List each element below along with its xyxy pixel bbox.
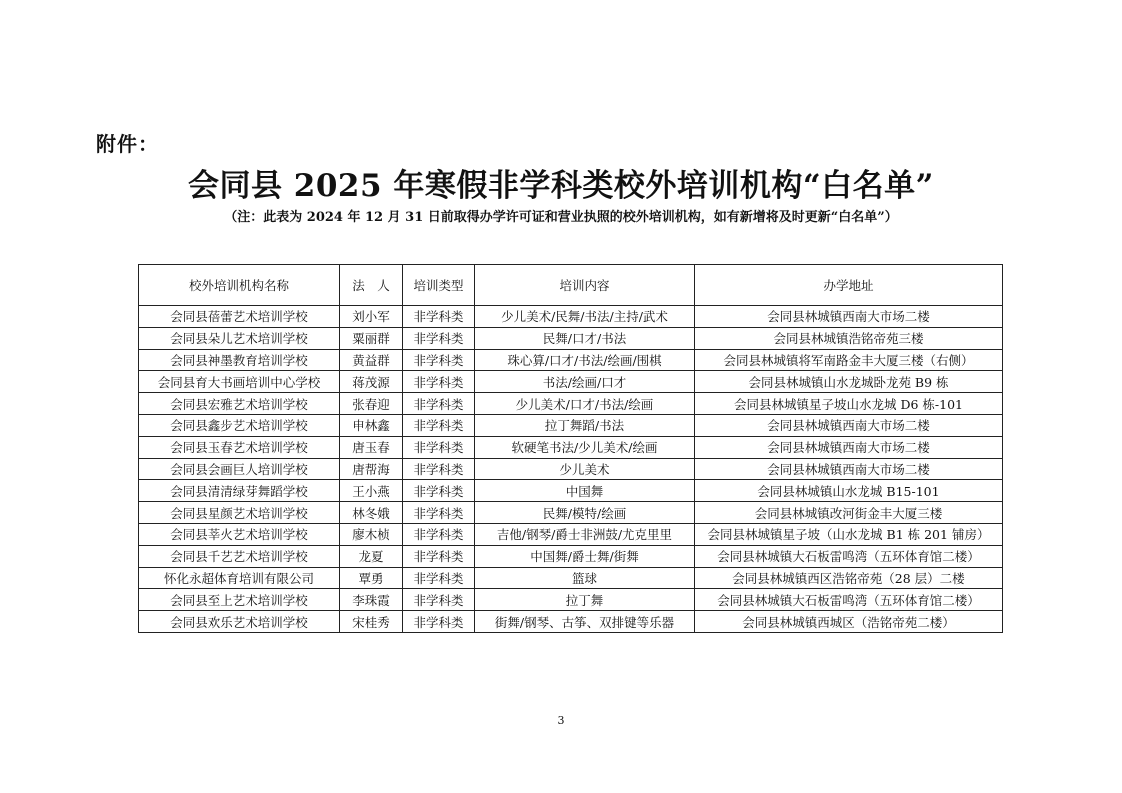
cell-institution-name: 会同县清清绿芽舞蹈学校	[139, 480, 340, 502]
cell-institution-name: 会同县会画巨人培训学校	[139, 458, 340, 480]
cell-address: 会同县林城镇浩铭帝苑三楼	[695, 327, 1003, 349]
cell-training-type: 非学科类	[403, 545, 475, 567]
cell-legal-person: 龙夏	[340, 545, 403, 567]
cell-training-type: 非学科类	[403, 480, 475, 502]
cell-training-content: 篮球	[475, 567, 695, 589]
cell-legal-person: 林冬娥	[340, 502, 403, 524]
cell-training-content: 吉他/钢琴/爵士非洲鼓/尤克里里	[475, 523, 695, 545]
header-legal-person: 法 人	[340, 265, 403, 306]
header-address: 办学地址	[695, 265, 1003, 306]
cell-address: 会同县林城镇星子坡山水龙城 D6 栋-101	[695, 393, 1003, 415]
cell-training-content: 中国舞/爵士舞/街舞	[475, 545, 695, 567]
document-title: 会同县 2025 年寒假非学科类校外培训机构“白名单”	[187, 168, 935, 204]
cell-address: 会同县林城镇西南大市场二楼	[695, 306, 1003, 328]
cell-training-content: 书法/绘画/口才	[475, 371, 695, 393]
cell-legal-person: 唐帮海	[340, 458, 403, 480]
cell-training-content: 珠心算/口才/书法/绘画/围棋	[475, 349, 695, 371]
cell-training-type: 非学科类	[403, 327, 475, 349]
cell-address: 会同县林城镇西南大市场二楼	[695, 436, 1003, 458]
table-row	[139, 589, 1003, 611]
cell-institution-name: 会同县蓓蕾艺术培训学校	[139, 306, 340, 328]
cell-legal-person: 申林鑫	[340, 414, 403, 436]
header-institution-name: 校外培训机构名称	[139, 265, 340, 306]
cell-legal-person: 李珠霞	[340, 589, 403, 611]
cell-legal-person: 宋桂秀	[340, 611, 403, 633]
attachment-label: 附件：	[96, 132, 159, 156]
cell-institution-name: 会同县鑫步艺术培训学校	[139, 414, 340, 436]
cell-address: 会同县林城镇西区浩铭帝苑（28 层）二楼	[695, 567, 1003, 589]
cell-training-content: 拉丁舞	[475, 589, 695, 611]
cell-training-type: 非学科类	[403, 458, 475, 480]
cell-institution-name: 会同县玉春艺术培训学校	[139, 436, 340, 458]
cell-training-content: 软硬笔书法/少儿美术/绘画	[475, 436, 695, 458]
cell-institution-name: 会同县欢乐艺术培训学校	[139, 611, 340, 633]
cell-institution-name: 会同县育大书画培训中心学校	[139, 371, 340, 393]
cell-address: 会同县林城镇山水龙城 B15-101	[695, 480, 1003, 502]
cell-legal-person: 廖木桢	[340, 523, 403, 545]
table-header-row	[139, 265, 1003, 306]
cell-address: 会同县林城镇将军南路金丰大厦三楼（右侧）	[695, 349, 1003, 371]
cell-training-content: 民舞/口才/书法	[475, 327, 695, 349]
cell-training-content: 民舞/模特/绘画	[475, 502, 695, 524]
whitelist-table	[138, 264, 1003, 633]
cell-institution-name: 会同县莘火艺术培训学校	[139, 523, 340, 545]
table-row	[139, 611, 1003, 633]
table-row	[139, 371, 1003, 393]
cell-address: 会同县林城镇西南大市场二楼	[695, 414, 1003, 436]
table-body	[139, 306, 1003, 633]
table-row	[139, 349, 1003, 371]
table-row	[139, 414, 1003, 436]
cell-institution-name: 会同县千艺艺术培训学校	[139, 545, 340, 567]
table-row	[139, 567, 1003, 589]
cell-training-type: 非学科类	[403, 393, 475, 415]
cell-training-content: 少儿美术/民舞/书法/主持/武术	[475, 306, 695, 328]
table-row	[139, 545, 1003, 567]
table-row	[139, 306, 1003, 328]
cell-legal-person: 唐玉春	[340, 436, 403, 458]
cell-address: 会同县林城镇山水龙城卧龙苑 B9 栋	[695, 371, 1003, 393]
cell-training-content: 拉丁舞蹈/书法	[475, 414, 695, 436]
cell-training-type: 非学科类	[403, 306, 475, 328]
cell-training-type: 非学科类	[403, 371, 475, 393]
cell-training-type: 非学科类	[403, 436, 475, 458]
cell-address: 会同县林城镇星子坡（山水龙城 B1 栋 201 铺房）	[695, 523, 1003, 545]
table-row	[139, 327, 1003, 349]
cell-institution-name: 会同县星颜艺术培训学校	[139, 502, 340, 524]
cell-legal-person: 王小燕	[340, 480, 403, 502]
cell-legal-person: 黄益群	[340, 349, 403, 371]
cell-address: 会同县林城镇大石板雷鸣湾（五环体育馆二楼）	[695, 589, 1003, 611]
cell-address: 会同县林城镇西城区（浩铭帝苑二楼）	[695, 611, 1003, 633]
page-number: 3	[557, 714, 565, 727]
header-training-type: 培训类型	[403, 265, 475, 306]
cell-training-type: 非学科类	[403, 414, 475, 436]
table-row	[139, 502, 1003, 524]
cell-legal-person: 覃勇	[340, 567, 403, 589]
cell-institution-name: 会同县神墨教育培训学校	[139, 349, 340, 371]
cell-address: 会同县林城镇大石板雷鸣湾（五环体育馆二楼）	[695, 545, 1003, 567]
cell-training-content: 少儿美术	[475, 458, 695, 480]
cell-legal-person: 刘小军	[340, 306, 403, 328]
cell-institution-name: 会同县朵儿艺术培训学校	[139, 327, 340, 349]
cell-training-type: 非学科类	[403, 611, 475, 633]
cell-training-type: 非学科类	[403, 523, 475, 545]
cell-legal-person: 张春迎	[340, 393, 403, 415]
table-row	[139, 523, 1003, 545]
cell-training-type: 非学科类	[403, 589, 475, 611]
cell-training-type: 非学科类	[403, 502, 475, 524]
cell-institution-name: 会同县至上艺术培训学校	[139, 589, 340, 611]
cell-training-content: 街舞/钢琴、古筝、双排键等乐器	[475, 611, 695, 633]
cell-institution-name: 怀化永超体育培训有限公司	[139, 567, 340, 589]
table-row	[139, 480, 1003, 502]
cell-address: 会同县林城镇改河街金丰大厦三楼	[695, 502, 1003, 524]
cell-legal-person: 蒋茂源	[340, 371, 403, 393]
table-row	[139, 393, 1003, 415]
document-note: （注：此表为 2024 年 12 月 31 日前取得办学许可证和营业执照的校外培训机构，如有新增将及时更新“白名单”）	[224, 210, 898, 225]
cell-institution-name: 会同县宏雅艺术培训学校	[139, 393, 340, 415]
cell-training-type: 非学科类	[403, 567, 475, 589]
table-row	[139, 458, 1003, 480]
header-training-content: 培训内容	[475, 265, 695, 306]
cell-training-type: 非学科类	[403, 349, 475, 371]
cell-training-content: 中国舞	[475, 480, 695, 502]
table-row	[139, 436, 1003, 458]
cell-legal-person: 粟丽群	[340, 327, 403, 349]
cell-training-content: 少儿美术/口才/书法/绘画	[475, 393, 695, 415]
cell-address: 会同县林城镇西南大市场二楼	[695, 458, 1003, 480]
